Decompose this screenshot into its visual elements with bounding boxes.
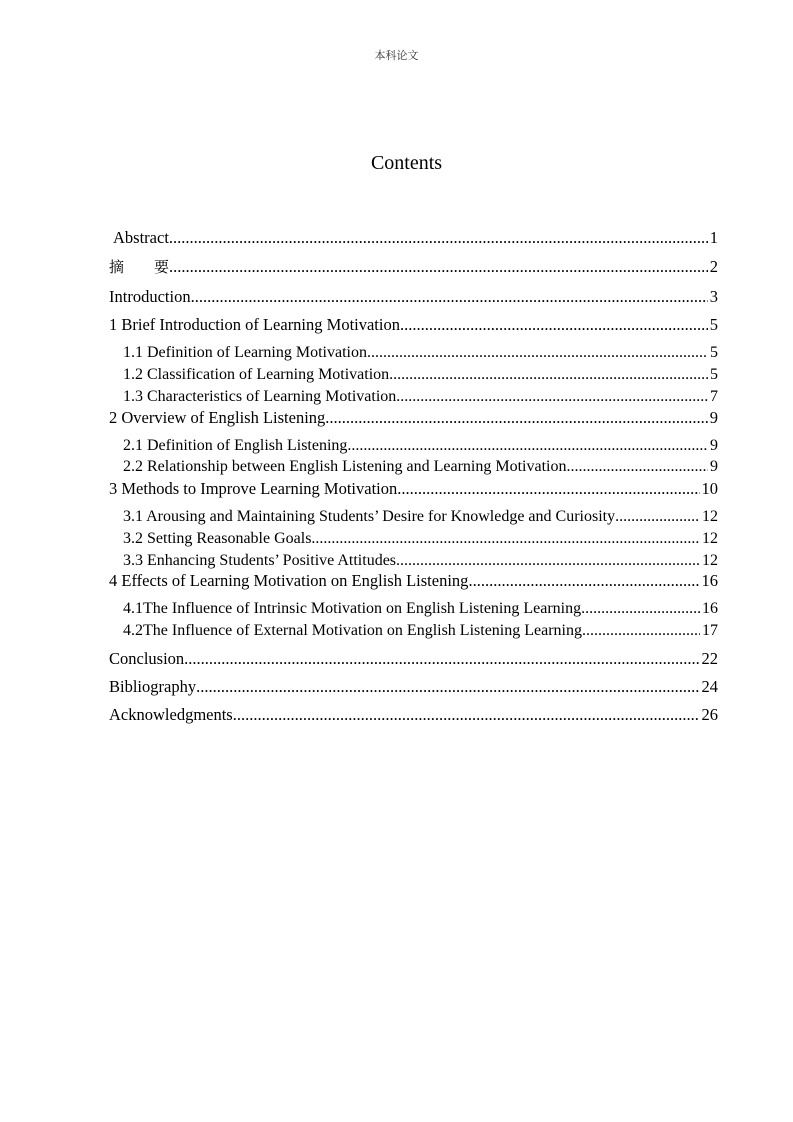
- toc-dot-leader: [191, 287, 708, 307]
- toc-entry-page-number: 9: [709, 408, 718, 427]
- toc-entry[interactable]: [109, 408, 718, 428]
- toc-dot-leader: [311, 529, 700, 549]
- toc-dot-leader: [582, 621, 700, 641]
- toc-entry-label: Conclusion: [109, 649, 185, 668]
- toc-entry-page-number: 24: [701, 677, 718, 696]
- toc-dot-leader: [169, 257, 708, 277]
- toc-entry-label: 3.3 Enhancing Students’ Positive Attitudes: [123, 552, 397, 569]
- toc-entry[interactable]: [109, 571, 718, 591]
- toc-entry-page-number: 12: [702, 508, 718, 525]
- toc-entry[interactable]: [109, 315, 718, 335]
- toc-entry[interactable]: [123, 387, 718, 407]
- toc-entry-label: 1.3 Characteristics of Learning Motivation: [123, 388, 397, 405]
- toc-entry-label: 4 Effects of Learning Motivation on English Listening: [109, 571, 469, 590]
- toc-entry[interactable]: [109, 705, 718, 725]
- toc-entry[interactable]: [123, 343, 718, 363]
- toc-entry-page-number: 1: [709, 228, 718, 247]
- toc-entry-page-number: 16: [702, 600, 718, 617]
- toc-entry[interactable]: [123, 551, 718, 571]
- toc-dot-leader: [400, 315, 708, 335]
- toc-dot-leader: [389, 365, 708, 385]
- toc-entry-label: 3.1 Arousing and Maintaining Students’ Desire for Knowledge and Curiosity: [123, 508, 616, 525]
- toc-entry-label: 4.2The Influence of External Motivation on English Listening Learning: [123, 622, 582, 639]
- toc-entry[interactable]: [113, 228, 718, 248]
- toc-entry-page-number: 16: [701, 571, 718, 590]
- toc-entry-page-number: 12: [702, 552, 718, 569]
- toc-entry-page-number: 7: [710, 388, 718, 405]
- toc-entry-label: 1 Brief Introduction of Learning Motivation: [109, 315, 400, 334]
- toc-entry[interactable]: [123, 507, 718, 527]
- toc-dot-leader: [396, 551, 700, 571]
- toc-entry[interactable]: [109, 479, 718, 499]
- toc-entry-page-number: 26: [701, 705, 718, 724]
- toc-entry-page-number: 22: [701, 649, 718, 668]
- toc-entry-label: 2 Overview of English Listening: [109, 408, 326, 427]
- toc-dot-leader: [367, 343, 708, 363]
- page-header: 本科论文: [374, 49, 419, 62]
- toc-entry[interactable]: [123, 599, 718, 619]
- toc-entry-page-number: 9: [710, 437, 718, 454]
- toc-entry-page-number: 2: [709, 257, 718, 276]
- toc-entry-label: Bibliography: [109, 677, 197, 696]
- toc-entry-label: 2.2 Relationship between English Listening and Learning Motivation: [123, 458, 567, 475]
- toc-entry[interactable]: [123, 365, 718, 385]
- toc-entry-label: 3.2 Setting Reasonable Goals: [123, 530, 312, 547]
- toc-dot-leader: [396, 387, 708, 407]
- toc-dot-leader: [196, 677, 699, 697]
- toc-entry-page-number: 9: [710, 458, 718, 475]
- toc-entry-page-number: 10: [701, 479, 718, 498]
- toc-entry[interactable]: [123, 621, 718, 641]
- toc-dot-leader: [581, 599, 700, 619]
- toc-entry-page-number: 5: [710, 366, 718, 383]
- toc-entry-label: 2.1 Definition of English Listening: [123, 437, 348, 454]
- toc-entry-label: 1.2 Classification of Learning Motivation: [123, 366, 390, 383]
- toc-dot-leader: [233, 705, 700, 725]
- toc-entry-page-number: 5: [710, 344, 718, 361]
- toc-entry-label: Abstract: [113, 228, 169, 247]
- toc-dot-leader: [397, 479, 699, 499]
- toc-dot-leader: [615, 507, 700, 527]
- toc-entry-label: 4.1The Influence of Intrinsic Motivation on English Listening Learning: [123, 600, 582, 617]
- toc-entry-page-number: 3: [709, 287, 718, 306]
- toc-dot-leader: [566, 457, 708, 477]
- toc-dot-leader: [325, 408, 707, 428]
- toc-entry-label: 摘 要: [109, 258, 170, 276]
- toc-entry-label: 1.1 Definition of Learning Motivation: [123, 344, 367, 361]
- toc-entry-label: Acknowledgments: [109, 705, 233, 724]
- toc-entry-label: Introduction: [109, 287, 191, 306]
- toc-entry-page-number: 5: [709, 315, 718, 334]
- toc-dot-leader: [468, 571, 699, 591]
- toc-entry-label: 3 Methods to Improve Learning Motivation: [109, 479, 398, 498]
- toc-entry[interactable]: [109, 287, 718, 307]
- page-title: Contents: [370, 152, 443, 174]
- toc-dot-leader: [347, 436, 708, 456]
- toc-dot-leader: [184, 649, 699, 669]
- toc-entry-page-number: 12: [702, 530, 718, 547]
- toc-entry[interactable]: [123, 436, 718, 456]
- toc-entry[interactable]: [123, 529, 718, 549]
- toc-entry[interactable]: [123, 457, 718, 477]
- toc-dot-leader: [169, 228, 708, 248]
- toc-entry[interactable]: [109, 649, 718, 669]
- toc-entry[interactable]: [109, 257, 718, 277]
- toc-entry[interactable]: [109, 677, 718, 697]
- toc-entry-page-number: 17: [702, 622, 718, 639]
